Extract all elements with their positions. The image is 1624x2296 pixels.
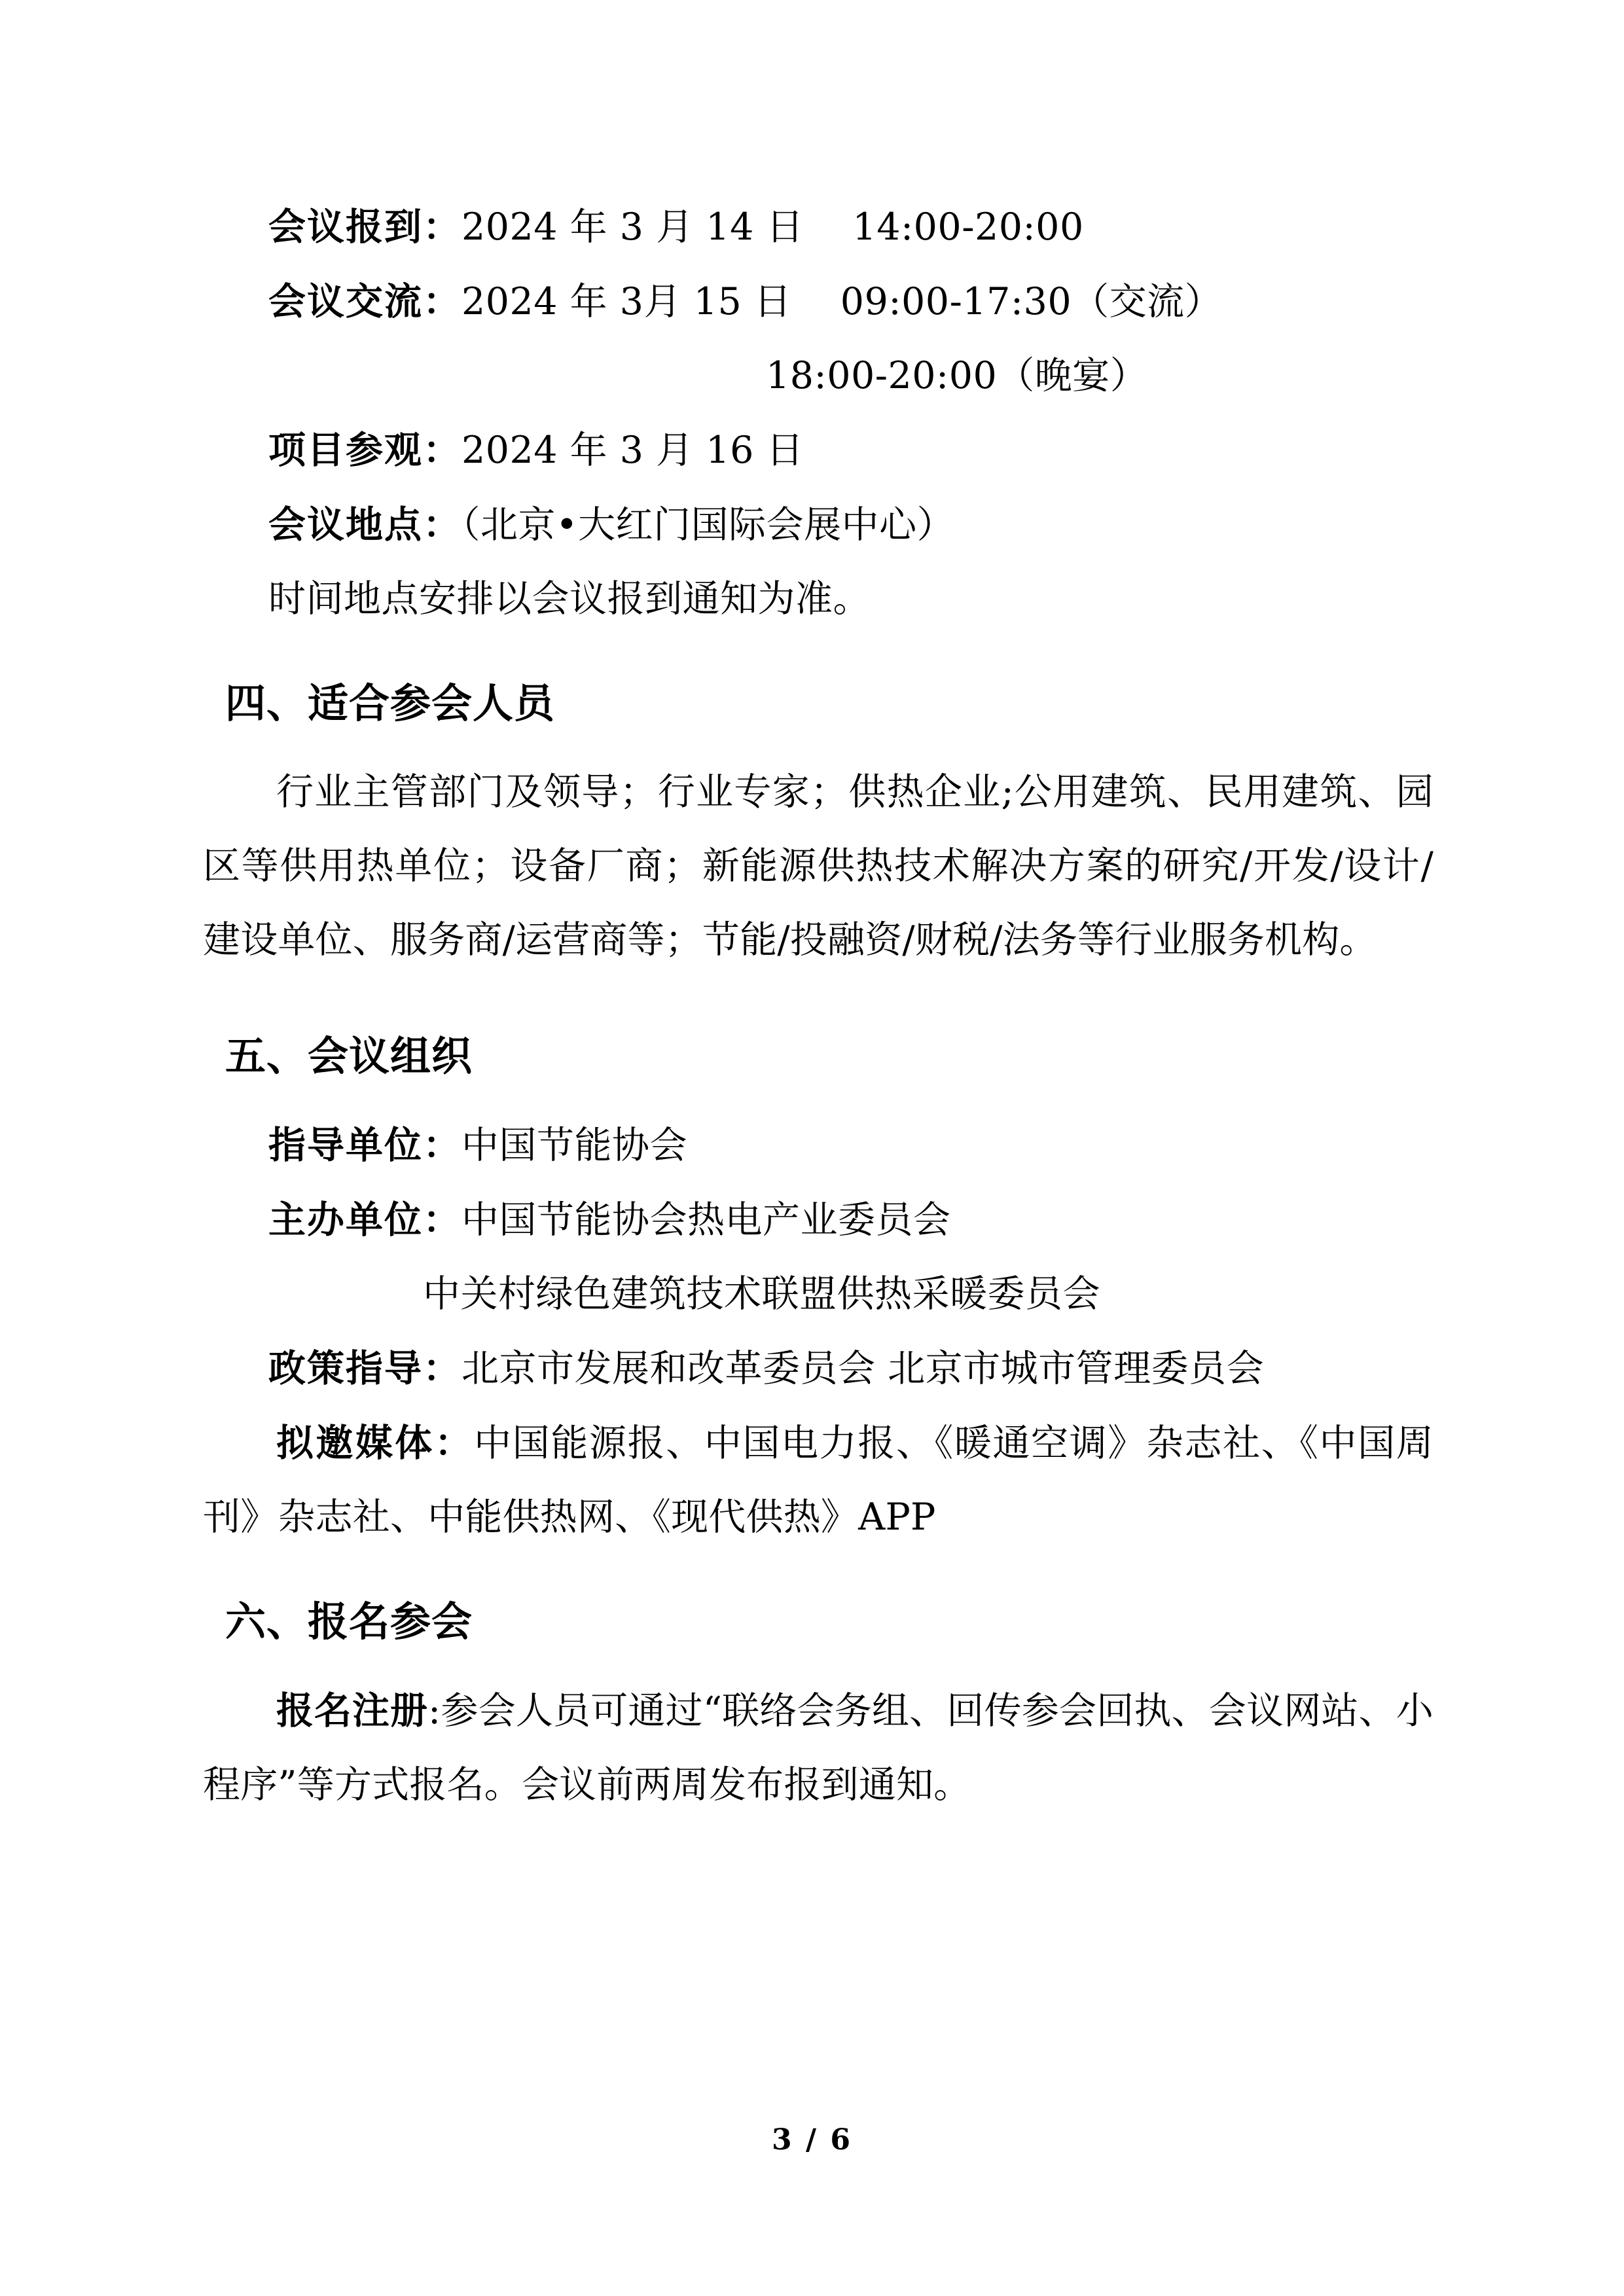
schedule-label-visit: 项目参观： — [268, 428, 461, 472]
schedule-row-visit — [203, 413, 1434, 488]
schedule-value-venue: （北京•大红门国际会展中心） — [461, 503, 955, 547]
heading-section-four: 四、适合参会人员 — [225, 681, 556, 726]
org-row-host-unit-second — [203, 1257, 1434, 1331]
schedule-label-checkin: 会议报到： — [268, 205, 461, 249]
page-number-footer: 3 / 6 — [772, 2123, 852, 2157]
org-value-guidance-unit: 中国节能协会 — [461, 1124, 687, 1167]
paragraph-section-four-text: 行业主管部门及领导；行业专家；供热企业;公用建筑、民用建筑、园区等供用热单位；设备厂商；新能源供热技术解决方案的研究/开发/设计/建设单位、服务商/运营商等；节能/投融资/财税/法务等行业服务机构。 — [203, 770, 1434, 961]
registration-text: 参会人员可通过“联络会务组、回传参会回执、会议网站、小程序”等方式报名。会议前两周发布报到通知。 — [203, 1689, 1434, 1806]
schedule-row-banquet — [203, 339, 1434, 413]
heading-section-five: 五、会议组织 — [225, 1034, 473, 1079]
heading-section-six: 六、报名参会 — [225, 1600, 473, 1645]
org-label-policy-guidance: 政策指导： — [268, 1346, 461, 1390]
org-row-guidance-unit — [203, 1108, 1434, 1183]
schedule-value-visit: 2024 年 3 月 16 日 — [461, 429, 804, 472]
schedule-label-exchange: 会议交流： — [268, 279, 461, 323]
org-row-media — [203, 1406, 1434, 1554]
org-row-policy-guidance — [203, 1331, 1434, 1406]
schedule-value-banquet: 18:00-20:00（晚宴） — [766, 354, 1148, 397]
schedule-label-venue: 会议地点： — [268, 503, 461, 547]
schedule-row-checkin — [203, 190, 1434, 264]
schedule-row-exchange — [203, 264, 1434, 339]
schedule-note: 时间地点安排以会议报到通知为准。 — [268, 577, 871, 620]
schedule-value-exchange: 2024 年 3月 15 日 09:00-17:30（交流） — [461, 280, 1223, 323]
org-value-host-unit-second: 中关村绿色建筑技术联盟供热采暖委员会 — [423, 1272, 1100, 1316]
paragraph-registration — [203, 1674, 1434, 1822]
org-label-media: 拟邀媒体： — [276, 1421, 475, 1465]
registration-label: 报名注册 — [276, 1689, 429, 1732]
org-value-media: 中国能源报、中国电力报、《暖通空调》杂志社、《中国周刊》杂志社、中能供热网、《现代供热》APP — [203, 1422, 1434, 1539]
schedule-value-checkin: 2024 年 3 月 14 日 14:00-20:00 — [461, 206, 1084, 249]
org-value-host-unit: 中国节能协会热电产业委员会 — [461, 1198, 951, 1242]
org-row-host-unit — [203, 1183, 1434, 1257]
registration-separator: : — [428, 1689, 441, 1732]
org-label-guidance-unit: 指导单位： — [268, 1123, 461, 1167]
page-content — [203, 190, 1434, 1822]
org-value-policy-guidance: 北京市发展和改革委员会 北京市城市管理委员会 — [461, 1347, 1265, 1390]
schedule-row-venue — [203, 488, 1434, 562]
paragraph-section-four — [203, 755, 1434, 977]
org-label-host-unit: 主办单位： — [268, 1198, 461, 1242]
